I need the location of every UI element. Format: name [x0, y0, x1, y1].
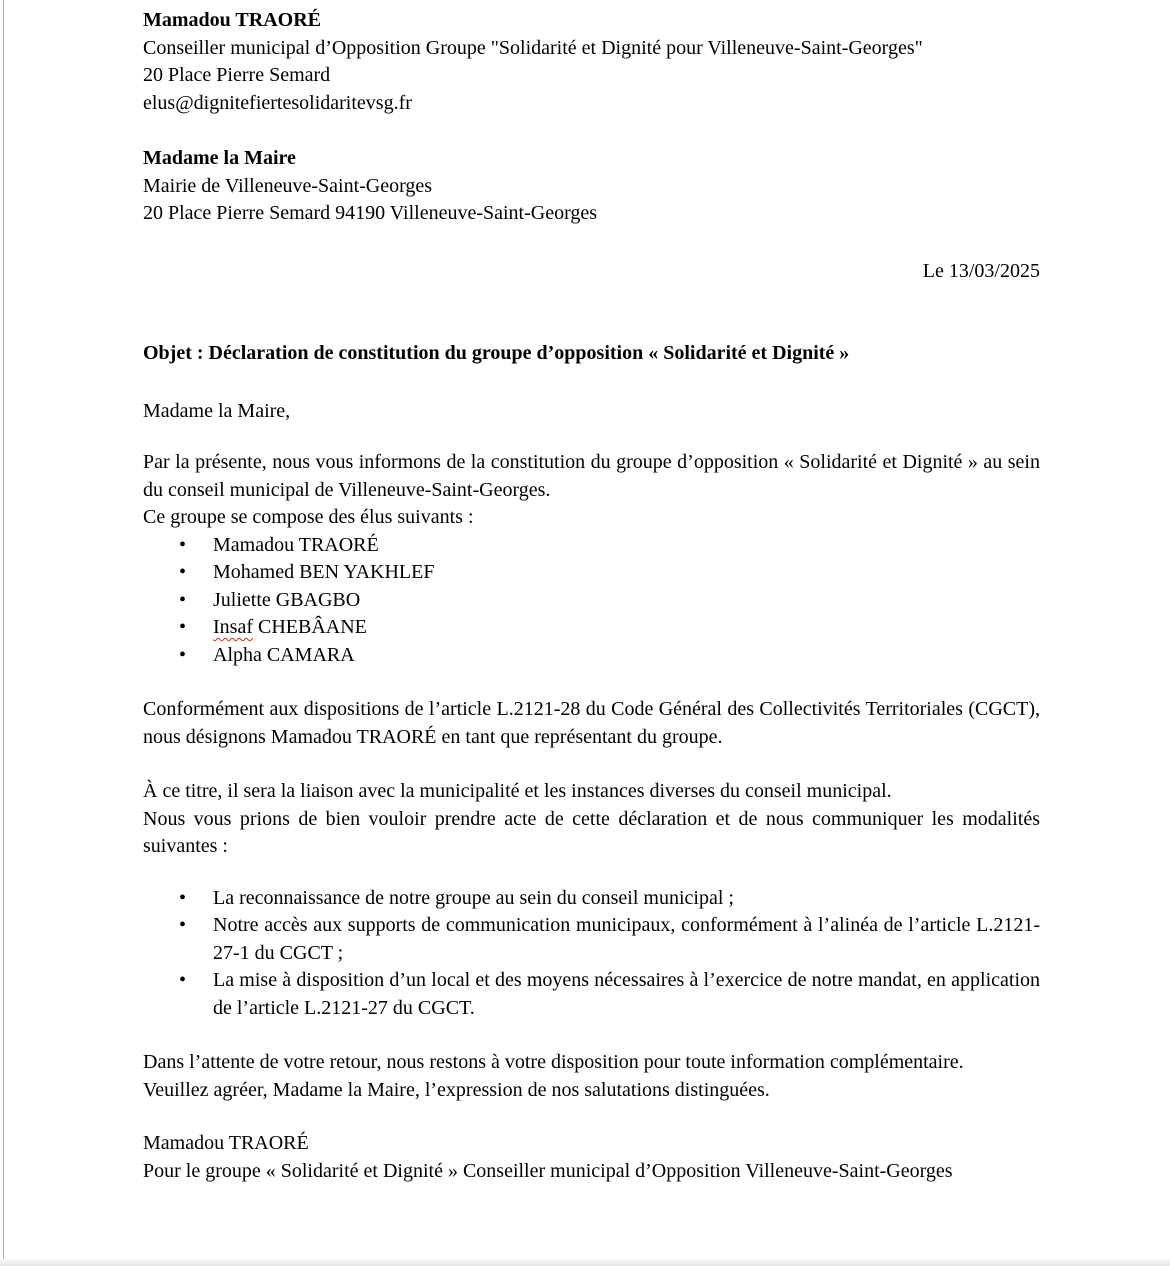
- salutation: Madame la Maire,: [143, 399, 291, 422]
- member-item: [213, 559, 1040, 587]
- page-left-edge: [3, 0, 4, 1266]
- signature-role: Pour le groupe « Solidarité et Dignité » Conseiller municipal d’Opposition Villeneuve-Saint-Georges: [143, 1159, 953, 1182]
- signature-block: [143, 1130, 1040, 1185]
- liaison-line: À ce titre, il sera la liaison avec la municipalité et les instances diverses du conseil municipal.: [143, 780, 892, 802]
- designation-paragraph: Conformément aux dispositions de l’article L.2121-28 du Code Général des Collectivités Territoriales (CGCT), nous désignons Mamadou TRAORÉ en tant que représentant du groupe.: [143, 698, 1040, 748]
- intro-paragraph: Par la présente, nous vous informons de la constitution du groupe d’opposition « Solidarité et Dignité » au sein du conseil municipal de Villeneuve-Saint-Georges.: [143, 451, 1040, 501]
- sender-address: 20 Place Pierre Semard: [143, 64, 331, 86]
- member-name: Juliette GBAGBO: [213, 588, 361, 611]
- sender-block: [143, 7, 1040, 117]
- member-name: Mamadou TRAORÉ: [213, 533, 379, 556]
- date-line: Le 13/03/2025: [922, 259, 1040, 282]
- sender-name: Mamadou TRAORÉ: [143, 9, 321, 31]
- recipient-address: 20 Place Pierre Semard 94190 Villeneuve-Saint-Georges: [143, 202, 598, 224]
- intro-block: [143, 449, 1040, 532]
- closing-block: [143, 1049, 1040, 1104]
- subject-line: Objet : Déclaration de constitution du groupe d’opposition « Solidarité et Dignité »: [143, 342, 850, 364]
- closing-paragraph: Dans l’attente de votre retour, nous restons à votre disposition pour toute information complémentaire.: [143, 1051, 964, 1073]
- recipient-title: Madame la Maire: [143, 147, 296, 169]
- letter-document: [143, 0, 1040, 1185]
- member-item: [213, 642, 1040, 670]
- members-lead: Ce groupe se compose des élus suivants :: [143, 506, 474, 528]
- requests-list: [143, 885, 1040, 1023]
- member-name-spellcheck-flagged: Insaf: [213, 616, 253, 638]
- member-item: [213, 532, 1040, 560]
- request-item: • La mise à disposition d’un local et des moyens nécessaires à l’exercice de notre mandat, en application de l’article L.2121-27 du CGCT.: [213, 967, 1040, 1022]
- request-item: • Notre accès aux supports de communication municipaux, conformément à l’alinéa de l’article L.2121-27-1 du CGCT ;: [213, 912, 1040, 967]
- member-item: [213, 614, 1040, 642]
- request-item: • La reconnaissance de notre groupe au sein du conseil municipal ;: [213, 885, 1040, 913]
- closing-formula: Veuillez agréer, Madame la Maire, l’expression de nos salutations distinguées.: [143, 1078, 770, 1101]
- sender-email: elus@dignitefiertesolidaritevsg.fr: [143, 91, 412, 114]
- signature-name: Mamadou TRAORÉ: [143, 1132, 309, 1154]
- member-name: CHEBÂANE: [252, 616, 367, 638]
- members-list: [143, 532, 1040, 670]
- recipient-org: Mairie de Villeneuve-Saint-Georges: [143, 174, 433, 197]
- sender-role: Conseiller municipal d’Opposition Groupe "Solidarité et Dignité pour Villeneuve-Saint-Georges": [143, 36, 923, 59]
- member-item: [213, 587, 1040, 615]
- member-name: Mohamed BEN YAKHLEF: [213, 561, 435, 583]
- liaison-block: [143, 778, 1040, 861]
- page-bottom-edge: [0, 1259, 1170, 1266]
- member-name: Alpha CAMARA: [213, 643, 355, 666]
- request-lead: Nous vous prions de bien vouloir prendre acte de cette déclaration et de nous communiquer les modalités suivantes :: [143, 807, 1040, 857]
- recipient-block: [143, 145, 1040, 228]
